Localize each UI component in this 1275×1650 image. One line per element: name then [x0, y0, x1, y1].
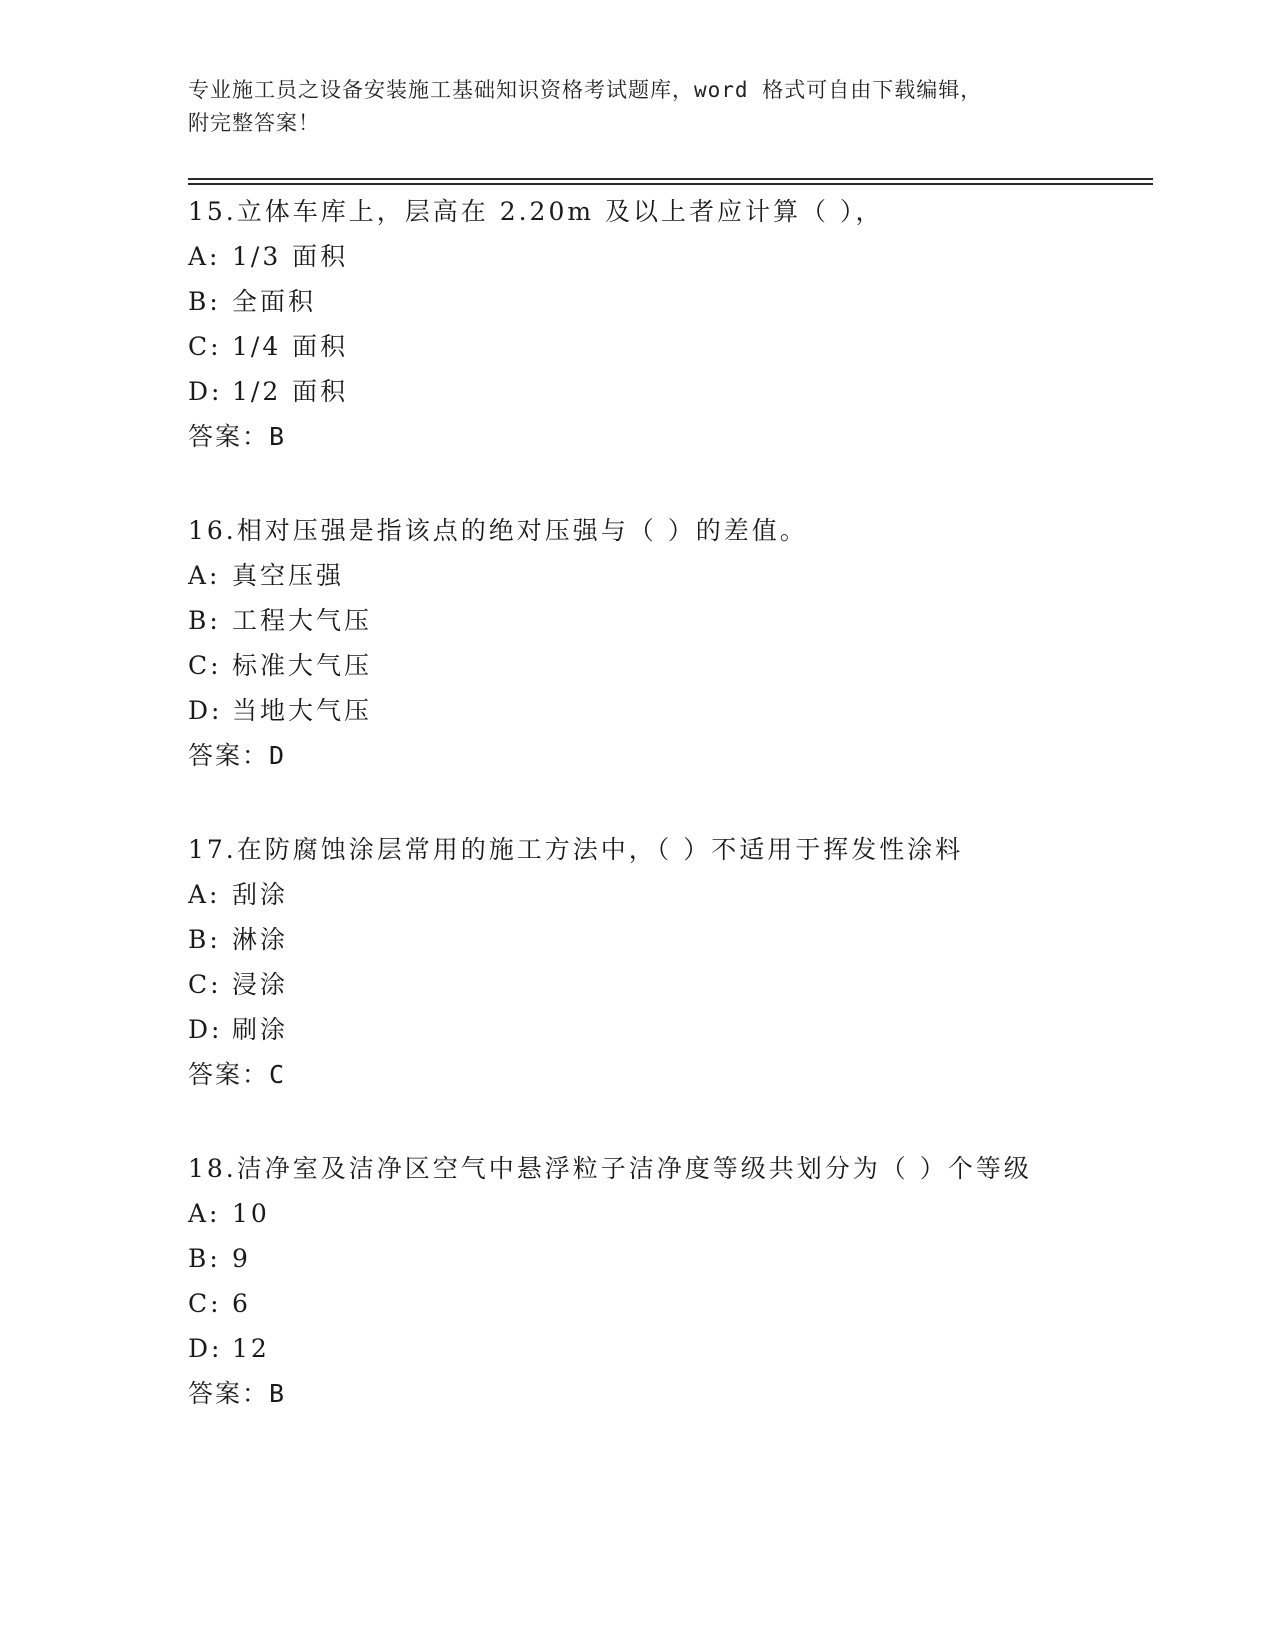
answer-value: B — [269, 422, 287, 451]
option-d — [188, 369, 1168, 414]
option-key: D: — [188, 696, 223, 725]
option-key: C: — [188, 332, 222, 361]
option-text: 当地大气压 — [232, 696, 373, 725]
option-key: A: — [188, 880, 221, 909]
option-key: C: — [188, 970, 222, 999]
header-divider-bottom — [188, 183, 1153, 185]
option-key: B: — [188, 1244, 221, 1273]
answer-line — [188, 414, 1168, 459]
option-text: 淋涂 — [232, 925, 289, 954]
option-c — [188, 1281, 1168, 1326]
answer-label: 答案： — [188, 1060, 270, 1089]
header-divider-top — [188, 178, 1153, 180]
question-title: 16.相对压强是指该点的绝对压强与（ ）的差值。 — [188, 516, 808, 545]
answer-line — [188, 733, 1168, 778]
question-17 — [188, 827, 1168, 1097]
option-a — [188, 553, 1168, 598]
question-title: 18.洁净室及洁净区空气中悬浮粒子洁净度等级共划分为（ ）个等级 — [188, 1154, 1032, 1183]
answer-line — [188, 1371, 1168, 1416]
option-text: 1/4 面积 — [232, 332, 349, 361]
option-c — [188, 643, 1168, 688]
question-title: 17.在防腐蚀涂层常用的施工方法中，（ ）不适用于挥发性涂料 — [188, 835, 964, 864]
answer-label: 答案： — [188, 422, 270, 451]
option-c — [188, 324, 1168, 369]
option-text: 工程大气压 — [232, 606, 373, 635]
answer-value: B — [269, 1379, 287, 1408]
question-15 — [188, 189, 1168, 459]
option-text: 浸涂 — [232, 970, 289, 999]
option-text: 标准大气压 — [232, 651, 373, 680]
answer-value: D — [269, 741, 287, 770]
option-b — [188, 279, 1168, 324]
option-d — [188, 1326, 1168, 1371]
answer-label: 答案： — [188, 741, 270, 770]
option-a — [188, 234, 1168, 279]
option-text: 全面积 — [232, 287, 317, 316]
option-a — [188, 1191, 1168, 1236]
option-d — [188, 688, 1168, 733]
question-title: 15.立体车库上，层高在 2.20m 及以上者应计算（ ）， — [188, 197, 884, 226]
option-a — [188, 872, 1168, 917]
option-b — [188, 1236, 1168, 1281]
answer-line — [188, 1052, 1168, 1097]
option-d — [188, 1007, 1168, 1052]
option-text: 9 — [232, 1244, 251, 1273]
option-key: A: — [188, 1199, 221, 1228]
option-key: B: — [188, 287, 221, 316]
answer-value: C — [269, 1060, 287, 1089]
option-key: A: — [188, 561, 221, 590]
option-b — [188, 598, 1168, 643]
header-line-2: 附完整答案！ — [188, 111, 320, 135]
option-text: 刷涂 — [232, 1015, 289, 1044]
option-key: D: — [188, 1334, 223, 1363]
option-text: 1/3 面积 — [232, 242, 349, 271]
option-text: 真空压强 — [232, 561, 345, 590]
option-text: 12 — [232, 1334, 270, 1363]
document-header — [188, 74, 1088, 140]
answer-label: 答案： — [188, 1379, 270, 1408]
option-key: A: — [188, 242, 221, 271]
question-18 — [188, 1146, 1168, 1416]
option-key: C: — [188, 1289, 222, 1318]
option-b — [188, 917, 1168, 962]
option-key: D: — [188, 1015, 223, 1044]
option-text: 1/2 面积 — [232, 377, 349, 406]
option-key: D: — [188, 377, 223, 406]
option-key: C: — [188, 651, 222, 680]
option-key: B: — [188, 606, 221, 635]
option-text: 6 — [232, 1289, 251, 1318]
option-text: 10 — [232, 1199, 270, 1228]
option-c — [188, 962, 1168, 1007]
question-16 — [188, 508, 1168, 778]
option-key: B: — [188, 925, 221, 954]
option-text: 刮涂 — [232, 880, 289, 909]
header-line-1: 专业施工员之设备安装施工基础知识资格考试题库，word 格式可自由下载编辑， — [188, 78, 983, 102]
